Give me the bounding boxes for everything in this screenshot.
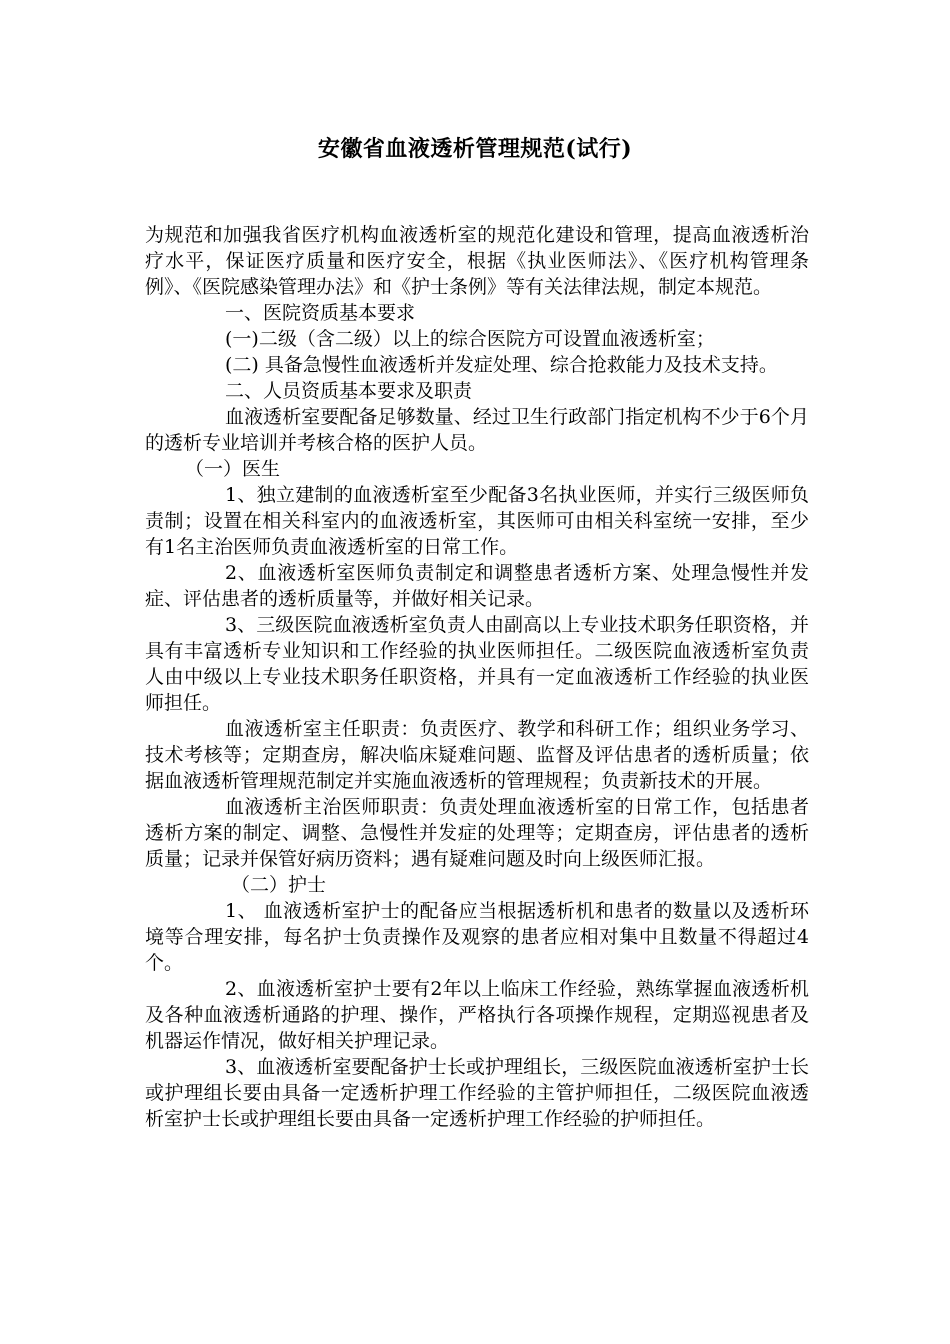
document-title: 安徽省血液透析管理规范(试行) (317, 136, 633, 162)
doctor-requirement-2: 2、血液透析室医师负责制定和调整患者透析方案、处理急慢性并发症、评估患者的透析质量等，并做好相关记录。 (145, 562, 809, 610)
attending-physician-duties-paragraph: 血液透析主治医师职责：负责处理血液透析室的日常工作，包括患者透析方案的制定、调整、急慢性并发症的处理等；定期查房，评估患者的透析质量；记录并保管好病历资料；遇有疑难问题及时向上级医师汇报。 (145, 796, 809, 870)
section-heading-hospital-qualification: 一、医院资质基本要求 (225, 302, 416, 324)
director-duties-paragraph: 血液透析室主任职责：负责医疗、教学和科研工作；组织业务学习、技术考核等；定期查房，解决临床疑难问题、监督及评估患者的透析质量；依据血液透析管理规范制定并实施血液透析的管理规程；负责新技术的开展。 (145, 718, 809, 792)
subsection-heading-doctors: （一）医生 (185, 458, 281, 480)
nurse-requirement-2: 2、血液透析室护士要有2年以上临床工作经验，熟练掌握血液透析机及各种血液透析通路的护理、操作，严格执行各项操作规程，定期巡视患者及机器运作情况，做好相关护理记录。 (145, 978, 809, 1052)
section-heading-personnel: 二、人员资质基本要求及职责 (225, 380, 473, 402)
nurse-requirement-1: 1、 血液透析室护士的配备应当根据透析机和患者的数量以及透析环境等合理安排，每名护士负责操作及观察的患者应相对集中且数量不得超过4个。 (145, 900, 809, 974)
nurse-requirement-3: 3、血液透析室要配备护士长或护理组长，三级医院血液透析室护士长或护理组长要由具备一定透析护理工作经验的主管护师担任，二级医院血液透析室护士长或护理组长要由具备一定透析护理工作经验的护师担任。 (145, 1056, 809, 1130)
personnel-general-paragraph: 血液透析室要配备足够数量、经过卫生行政部门指定机构不少于6个月的透析专业培训并考核合格的医护人员。 (145, 406, 809, 454)
document-body (145, 222, 809, 1132)
hospital-requirement-item-2: (二) 具备急慢性血液透析并发症处理、综合抢救能力及技术支持。 (225, 354, 778, 376)
subsection-heading-nurses: （二）护士 (231, 874, 327, 896)
intro-paragraph: 为规范和加强我省医疗机构血液透析室的规范化建设和管理，提高血液透析治疗水平，保证医疗质量和医疗安全，根据《执业医师法》、《医疗机构管理条例》、《医院感染管理办法》和《护士条例》等有关法律法规，制定本规范。 (145, 224, 809, 298)
hospital-requirement-item-1: (一)二级（含二级）以上的综合医院方可设置血液透析室； (225, 328, 715, 350)
doctor-requirement-1: 1、独立建制的血液透析室至少配备3名执业医师，并实行三级医师负责制；设置在相关科室内的血液透析室，其医师可由相关科室统一安排，至少有1名主治医师负责血液透析室的日常工作。 (145, 484, 809, 558)
doctor-requirement-3: 3、三级医院血液透析室负责人由副高以上专业技术职务任职资格，并具有丰富透析专业知识和工作经验的执业医师担任。二级医院血液透析室负责人由中级以上专业技术职务任职资格，并具有一定血液透析工作经验的执业医师担任。 (145, 614, 809, 714)
